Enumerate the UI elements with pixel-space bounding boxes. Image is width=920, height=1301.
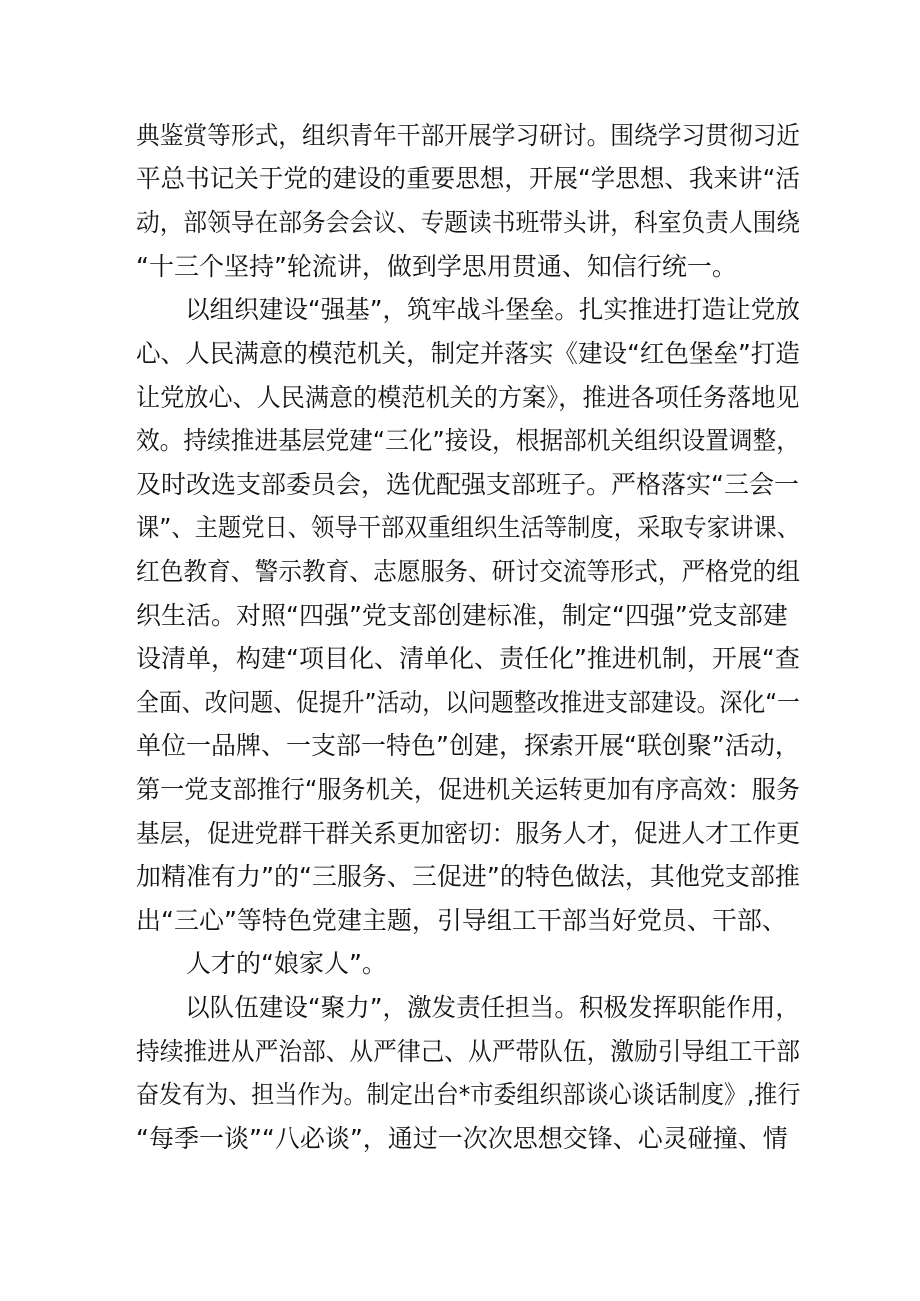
text-line: 全面、改问题、促提升”活动，以问题整改推进支部建设。深化“一 [136, 688, 800, 717]
text-line: 以队伍建设“聚力”，激发责任担当。积极发挥职能作用， [136, 993, 800, 1022]
text-line: 以组织建设“强基”，筑牢战斗堡垒。扎实推进打造让党放 [136, 295, 800, 324]
text-line: 平总书记关于党的建设的重要思想，开展“学思想、我来讲“活 [136, 164, 800, 193]
text-line: 单位一品牌、一支部一特色”创建，探索开展“联创聚”活动， [136, 731, 800, 760]
text-line: 加精准有力”的“三服务、三促进”的特色做法，其他党支部推 [136, 862, 800, 891]
text-line: 及时改选支部委员会，选优配强支部班子。严格落实“三会一 [136, 470, 799, 499]
text-line: “每季一谈”“八必谈”，通过一次次思想交锋、心灵碰撞、情 [136, 1124, 788, 1153]
text-line: 人才的“娘家人”。 [136, 949, 387, 978]
text-line: 设清单，构建“项目化、清单化、责任化”推进机制，开展“查 [136, 644, 800, 673]
text-line: 让党放心、人民满意的模范机关的方案》，推进各项任务落地见 [136, 383, 800, 412]
text-line: 基层，促进党群干群关系更加密切：服务人才，促进人才工作更 [136, 819, 801, 848]
text-line: 典鉴赏等形式，组织青年干部开展学习研讨。围绕学习贯彻习近 [136, 121, 801, 150]
text-line: 织生活。对照“四强”党支部创建标准，制定“四强”党支部建 [136, 601, 788, 630]
text-line: 红色教育、警示教育、志愿服务、研讨交流等形式，严格党的组 [136, 557, 801, 586]
text-line: 奋发有为、担当作为。制定出台*市委组织部谈心谈话制度》,推行 [136, 1080, 801, 1109]
text-line: 持续推进从严治部、从严律己、从严带队伍，激励引导组工干部 [136, 1037, 801, 1066]
text-line: 出“三心”等特色党建主题，引导组工干部当好党员、干部、 [136, 906, 787, 935]
text-line: “十三个坚持”轮流讲，做到学思用贯通、知信行统一。 [136, 252, 737, 281]
text-line: 动，部领导在部务会会议、专题读书班带头讲，科室负责人围绕 [136, 208, 801, 237]
text-line: 第一党支部推行“服务机关，促进机关运转更加有序高效：服务 [136, 775, 800, 804]
text-line: 效。持续推进基层党建“三化”接设，根据部机关组织设置调整， [136, 426, 800, 455]
text-line: 课”、主题党日、领导干部双重组织生活等制度，采取专家讲课、 [136, 513, 800, 542]
text-line: 心、人民满意的模范机关，制定并落实《建设“红色堡垒”打造 [136, 339, 800, 368]
